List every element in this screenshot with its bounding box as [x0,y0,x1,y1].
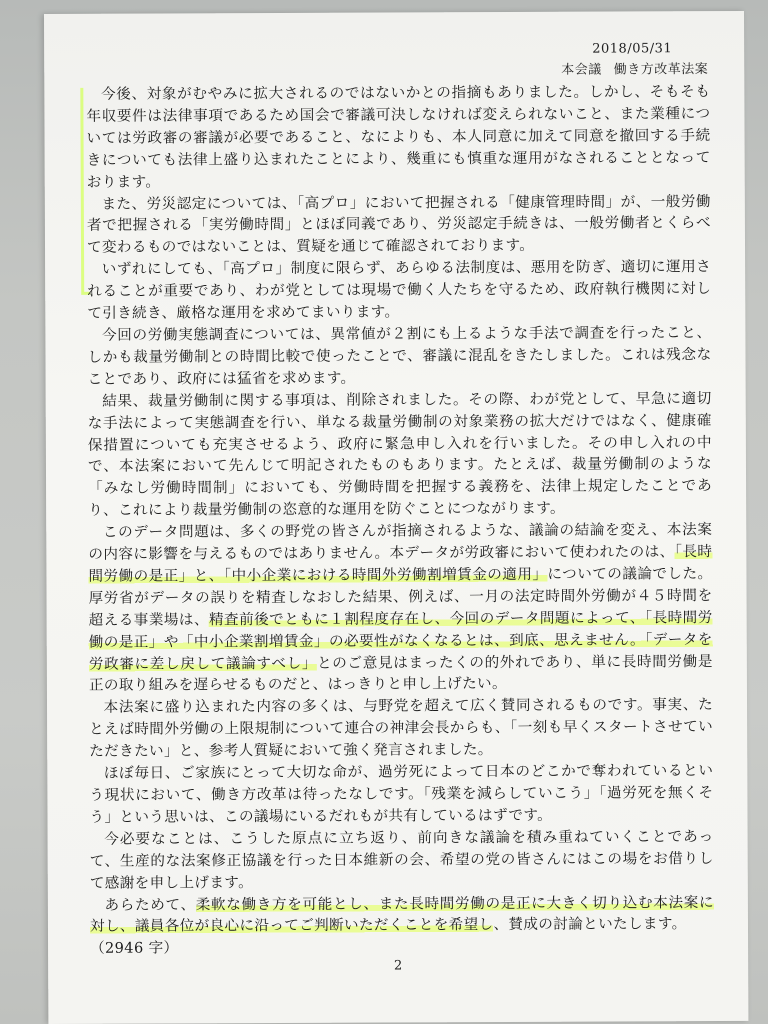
header-date: 2018/05/31 [592,41,673,57]
paragraph-text: 本法案に盛り込まれた内容の多くは、与野党を超えて広く賛同されるものです。事実、たとえば時間外労働の上限規制について連合の神津会長からも、「一刻も早くスタートさせていただきたい」と、参考人質疑において強く発言されました。 [89,696,714,760]
highlighted-text: 柔軟な働き方を可能とし、また長時間労働の是正に大きく切り込む本法案に対し、議員各位が良心に沿ってご判断いただくことを希望し [89,893,714,936]
paragraph [89,760,713,828]
paragraph-text: また、労災認定については、「高プロ」において把握される「健康管理時間」が、一般労働者で把握される「実労働時間」とほぼ同義であり、労災認定手続きは、一般労働者とくらべて変わるものではないことは、質疑を通じて確認されております。 [86,192,711,257]
document-page [44,11,748,1024]
paragraph-text: ほぼ毎日、ご家族にとって大切な命が、過労死によって日本のどこかで奪われているという現状において、働き方改革は待ったなしです。「残業を減らしていこう」「過労死を無くそう」という思いは、この議場にいるだれもが共有しているはずです。 [89,762,714,826]
paragraph [87,191,711,259]
character-count: （2946 字） [90,939,179,958]
paragraph [88,388,713,522]
paragraph-text: 今後、対象がむやみに拡大されるのではないかとの指摘もありました。しかし、そもそも年収要件は法律事項であるため国会で審議可決しなければ変えられないこと、また業種については労政審の審議が必要であること、なによりも、本人同意に加えて同意を撤回する手続きについても法律上盛り込まれたことにより、幾重にも慎重な運用がなされることとなっております。 [86,83,711,191]
paragraph-text: このデータ問題は、多くの野党の皆さんが指摘されるような、議論の結論を変え、本法案の内容に影響を与えるものではありません。本データが労政審において使われたのは、 [88,521,713,563]
paragraph [89,694,713,762]
page-number: 2 [393,958,403,974]
paragraph-text: あらためて、 [104,895,196,914]
paragraph [90,826,714,894]
header-venue: 本会議 [561,62,602,78]
paragraph-text: とのご意見はまったくの的外れであり、単に長時間労働是正の取り組みを遅らせるものだと、はっきりと申し上げたい。 [88,652,713,695]
paragraph-text: についての議論でした。厚労省がデータの誤りを精査しなおした結果、例えば、一月の法定時間外労働が４５時間を超える事業場は、 [88,565,713,629]
paragraph [87,322,711,390]
paragraph [87,256,711,324]
paragraph-text: いずれにしても、「高プロ」制度に限らず、あらゆる法制度は、悪用を防ぎ、適切に運用されることが重要であり、わが党としては現場で働く人たちを守るため、政府執行機関に対して引き続き、厳格な運用を求めてまいります。 [87,258,712,322]
header-title [549,58,708,78]
paragraph-text: 今必要なことは、こうした原点に立ち返り、前向きな議論を積み重ねていくことであって、生産的な法案修正協議を行った日本維新の会、希望の党の皆さんにはこの場をお借りして感謝を申し上げます。 [89,827,714,892]
paragraph-text: 今回の労働実態調査については、異常値が２割にも上るような手法で調査を行ったこと、しかも裁量労働制との時間比較で使ったことで、審議に混乱をきたしました。これは残念なことであり、政府には猛省を求めます。 [87,324,712,388]
paragraph-text: 結果、裁量労働制に関する事項は、削除されました。その際、わが党として、早急に適切な手法によって実態調査を行い、単なる裁量労働制の対象業務の拡大だけではなく、健康確保措置についても充実させるよう、政府に緊急申し入れを行いました。その申し入れの中で、本法案において先んじて明記されたものもあります。たとえば、裁量労働制のような「みなし労働時間制」においても、労働時間を把握する義務を、法律上規定したことであり、これにより裁量労働制の恣意的な運用を防ぐことにつながります。 [87,389,713,520]
paragraph-text: 、賛成の討論といたします。 [493,915,687,934]
paragraph [90,892,714,939]
highlighted-text: 「長時間労働の是正」と、「中小企業における時間外労働割増賃金の適用」 [88,543,713,585]
paragraph [88,519,713,697]
paragraph [86,81,710,193]
highlighted-text: 精査前後でともに１割程度存在し、今回のデータ問題によって、「長時間労働の是正」や「中小企業割増賃金」の必要性がなくなるとは、到底、思えません。「データを労政審に差し戻して議論すべし」 [88,608,713,673]
header-bill: 働き方改革法案 [613,62,709,78]
speech-body [86,81,714,960]
